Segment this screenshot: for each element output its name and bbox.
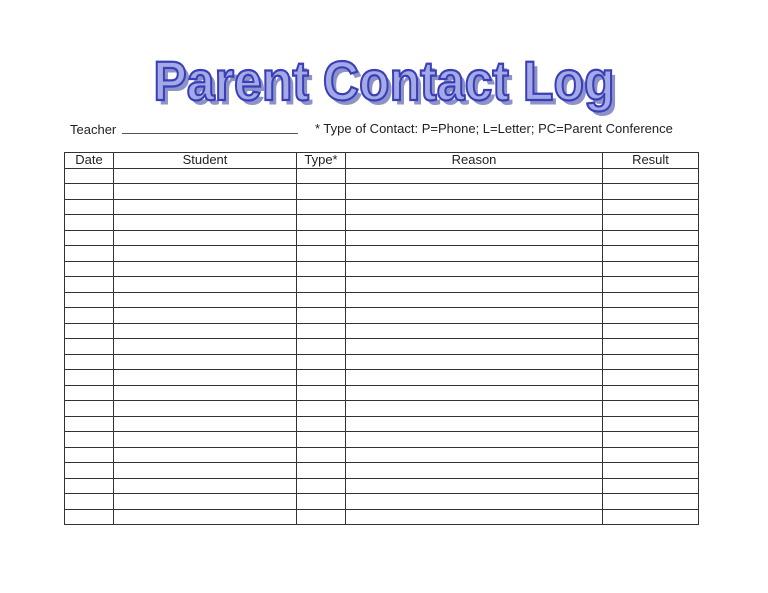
- cell-reason[interactable]: [346, 432, 603, 448]
- cell-date[interactable]: [65, 463, 114, 479]
- cell-date[interactable]: [65, 401, 114, 417]
- cell-result[interactable]: [603, 339, 699, 355]
- cell-student[interactable]: [114, 230, 297, 246]
- cell-date[interactable]: [65, 215, 114, 231]
- table-row: [65, 184, 699, 200]
- cell-date[interactable]: [65, 323, 114, 339]
- cell-result[interactable]: [603, 478, 699, 494]
- cell-result[interactable]: [603, 292, 699, 308]
- cell-type[interactable]: [297, 292, 346, 308]
- cell-type[interactable]: [297, 323, 346, 339]
- table-row: [65, 463, 699, 479]
- cell-date[interactable]: [65, 277, 114, 293]
- cell-reason[interactable]: [346, 215, 603, 231]
- cell-result[interactable]: [603, 199, 699, 215]
- cell-result[interactable]: [603, 494, 699, 510]
- cell-type[interactable]: [297, 416, 346, 432]
- cell-date[interactable]: [65, 261, 114, 277]
- table-row: [65, 432, 699, 448]
- cell-reason[interactable]: [346, 354, 603, 370]
- cell-type[interactable]: [297, 432, 346, 448]
- column-header-student: Student: [114, 153, 297, 169]
- cell-reason[interactable]: [346, 416, 603, 432]
- cell-student[interactable]: [114, 277, 297, 293]
- cell-type[interactable]: [297, 494, 346, 510]
- cell-student[interactable]: [114, 246, 297, 262]
- cell-date[interactable]: [65, 416, 114, 432]
- cell-reason[interactable]: [346, 370, 603, 386]
- cell-date[interactable]: [65, 230, 114, 246]
- cell-student[interactable]: [114, 447, 297, 463]
- table-row: [65, 168, 699, 184]
- cell-type[interactable]: [297, 370, 346, 386]
- cell-type[interactable]: [297, 509, 346, 525]
- cell-type[interactable]: [297, 447, 346, 463]
- cell-result[interactable]: [603, 416, 699, 432]
- cell-reason[interactable]: [346, 447, 603, 463]
- cell-reason[interactable]: [346, 261, 603, 277]
- cell-type[interactable]: [297, 230, 346, 246]
- cell-date[interactable]: [65, 385, 114, 401]
- cell-student[interactable]: [114, 401, 297, 417]
- cell-result[interactable]: [603, 184, 699, 200]
- teacher-label: Teacher: [70, 122, 117, 137]
- cell-student[interactable]: [114, 354, 297, 370]
- cell-date[interactable]: [65, 246, 114, 262]
- cell-date[interactable]: [65, 354, 114, 370]
- table-header-row: [65, 153, 699, 169]
- column-header-reason: Reason: [346, 153, 603, 169]
- table-row: [65, 478, 699, 494]
- cell-result[interactable]: [603, 230, 699, 246]
- table-row: [65, 370, 699, 386]
- cell-reason[interactable]: [346, 463, 603, 479]
- table-row: [65, 246, 699, 262]
- cell-type[interactable]: [297, 463, 346, 479]
- teacher-blank-line[interactable]: [122, 121, 298, 134]
- cell-student[interactable]: [114, 215, 297, 231]
- cell-result[interactable]: [603, 323, 699, 339]
- table-row: [65, 354, 699, 370]
- table-row: [65, 230, 699, 246]
- cell-result[interactable]: [603, 168, 699, 184]
- cell-result[interactable]: [603, 277, 699, 293]
- table-row: [65, 199, 699, 215]
- cell-student[interactable]: [114, 339, 297, 355]
- table-row: [65, 494, 699, 510]
- cell-date[interactable]: [65, 370, 114, 386]
- cell-type[interactable]: [297, 215, 346, 231]
- cell-type[interactable]: [297, 184, 346, 200]
- table-row: [65, 277, 699, 293]
- cell-reason[interactable]: [346, 199, 603, 215]
- cell-type[interactable]: [297, 246, 346, 262]
- cell-date[interactable]: [65, 168, 114, 184]
- cell-result[interactable]: [603, 401, 699, 417]
- cell-student[interactable]: [114, 432, 297, 448]
- table-row: [65, 323, 699, 339]
- cell-type[interactable]: [297, 277, 346, 293]
- cell-result[interactable]: [603, 215, 699, 231]
- cell-student[interactable]: [114, 199, 297, 215]
- cell-student[interactable]: [114, 292, 297, 308]
- cell-student[interactable]: [114, 323, 297, 339]
- column-header-date: Date: [65, 153, 114, 169]
- cell-reason[interactable]: [346, 478, 603, 494]
- cell-type[interactable]: [297, 478, 346, 494]
- cell-result[interactable]: [603, 447, 699, 463]
- cell-result[interactable]: [603, 432, 699, 448]
- cell-student[interactable]: [114, 184, 297, 200]
- cell-date[interactable]: [65, 292, 114, 308]
- cell-reason[interactable]: [346, 292, 603, 308]
- table-row: [65, 385, 699, 401]
- cell-date[interactable]: [65, 447, 114, 463]
- cell-student[interactable]: [114, 494, 297, 510]
- cell-reason[interactable]: [346, 339, 603, 355]
- cell-result[interactable]: [603, 261, 699, 277]
- cell-type[interactable]: [297, 308, 346, 324]
- cell-reason[interactable]: [346, 230, 603, 246]
- table-row: [65, 416, 699, 432]
- cell-student[interactable]: [114, 478, 297, 494]
- cell-date[interactable]: [65, 199, 114, 215]
- table-row: [65, 339, 699, 355]
- cell-reason[interactable]: [346, 184, 603, 200]
- cell-date[interactable]: [65, 494, 114, 510]
- cell-student[interactable]: [114, 385, 297, 401]
- cell-result[interactable]: [603, 463, 699, 479]
- cell-type[interactable]: [297, 168, 346, 184]
- cell-type[interactable]: [297, 199, 346, 215]
- cell-type[interactable]: [297, 401, 346, 417]
- cell-student[interactable]: [114, 370, 297, 386]
- cell-reason[interactable]: [346, 168, 603, 184]
- cell-date[interactable]: [65, 432, 114, 448]
- cell-date[interactable]: [65, 184, 114, 200]
- table-row: [65, 509, 699, 525]
- cell-date[interactable]: [65, 308, 114, 324]
- cell-result[interactable]: [603, 246, 699, 262]
- table-row: [65, 447, 699, 463]
- cell-reason[interactable]: [346, 323, 603, 339]
- cell-date[interactable]: [65, 339, 114, 355]
- cell-student[interactable]: [114, 261, 297, 277]
- cell-reason[interactable]: [346, 246, 603, 262]
- contact-type-legend: * Type of Contact: P=Phone; L=Letter; PC=Parent Conference: [315, 121, 673, 136]
- cell-student[interactable]: [114, 168, 297, 184]
- cell-result[interactable]: [603, 370, 699, 386]
- cell-reason[interactable]: [346, 494, 603, 510]
- cell-reason[interactable]: [346, 401, 603, 417]
- table-row: [65, 308, 699, 324]
- cell-student[interactable]: [114, 509, 297, 525]
- column-header-result: Result: [603, 153, 699, 169]
- cell-reason[interactable]: [346, 308, 603, 324]
- cell-date[interactable]: [65, 478, 114, 494]
- column-header-type: Type*: [297, 153, 346, 169]
- cell-type[interactable]: [297, 385, 346, 401]
- table-row: [65, 401, 699, 417]
- table-row: [65, 261, 699, 277]
- cell-result[interactable]: [603, 509, 699, 525]
- contact-log-table: [64, 152, 699, 525]
- cell-date[interactable]: [65, 509, 114, 525]
- cell-student[interactable]: [114, 308, 297, 324]
- table-row: [65, 215, 699, 231]
- cell-type[interactable]: [297, 354, 346, 370]
- cell-result[interactable]: [603, 385, 699, 401]
- cell-reason[interactable]: [346, 277, 603, 293]
- teacher-field: [70, 121, 298, 137]
- cell-student[interactable]: [114, 416, 297, 432]
- cell-type[interactable]: [297, 339, 346, 355]
- cell-reason[interactable]: [346, 385, 603, 401]
- cell-student[interactable]: [114, 463, 297, 479]
- page-title: Parent Contact Log: [153, 49, 615, 113]
- cell-type[interactable]: [297, 261, 346, 277]
- cell-reason[interactable]: [346, 509, 603, 525]
- cell-result[interactable]: [603, 354, 699, 370]
- cell-result[interactable]: [603, 308, 699, 324]
- table-row: [65, 292, 699, 308]
